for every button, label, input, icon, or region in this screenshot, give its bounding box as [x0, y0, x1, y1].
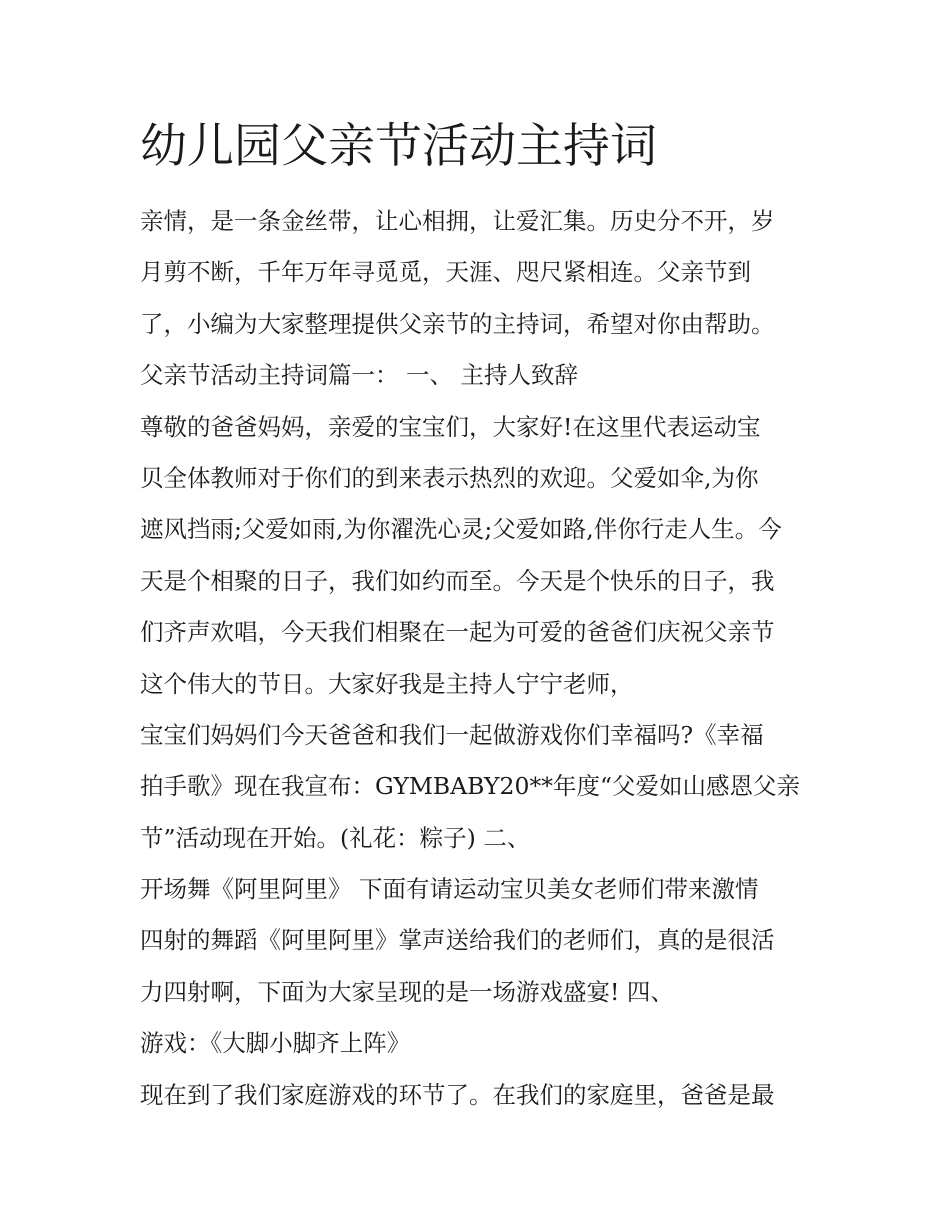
body-line-7: 遮风挡雨;父爱如雨,为你濯洗心灵;父爱如路,伴你行走人生。今	[140, 515, 782, 544]
body-line-10: 这个伟大的节日。大家好我是主持人宁宁老师，	[140, 669, 634, 698]
document-title: 幼儿园父亲节活动主持词	[140, 119, 657, 174]
body-line-13: 节”活动现在开始。(礼花：粽子) 二、	[140, 823, 531, 852]
body-line-17: 游戏：《大脚小脚齐上阵》	[140, 1029, 411, 1058]
body-line-9: 们齐声欢唱，今天我们相聚在一起为可爱的爸爸们庆祝父亲节	[140, 618, 775, 647]
body-line-5: 尊敬的爸爸妈妈，亲爱的宝宝们，大家好!在这里代表运动宝	[140, 412, 761, 441]
body-line-8: 天是个相聚的日子，我们如约而至。今天是个快乐的日子，我	[140, 566, 775, 595]
body-line-18: 现在到了我们家庭游戏的环节了。在我们的家庭里，爸爸是最	[140, 1080, 775, 1109]
body-line-11: 宝宝们妈妈们今天爸爸和我们一起做游戏你们幸福吗?《幸福	[140, 720, 764, 749]
body-line-6: 贝全体教师对于你们的到来表示热烈的欢迎。父爱如伞,为你	[140, 463, 759, 492]
body-line-12: 拍手歌》现在我宣布：GYMBABY20**年度“父爱如山感恩父亲	[140, 772, 800, 801]
body-line-16: 力四射啊，下面为大家呈现的是一场游戏盛宴! 四、	[140, 977, 674, 1006]
body-line-2: 月剪不断，千年万年寻觅觅，天涯、咫尺紧相连。父亲节到	[140, 258, 751, 287]
body-line-4: 父亲节活动主持词篇一： 一、 主持人致辞	[140, 361, 578, 390]
document-content	[140, 112, 820, 1121]
body-line-3: 了，小编为大家整理提供父亲节的主持词，希望对你由帮助。	[140, 309, 775, 338]
body-line-14: 开场舞《阿里阿里》 下面有请运动宝贝美女老师们带来激情	[140, 875, 759, 904]
body-line-1: 亲情，是一条金丝带，让心相拥，让爱汇集。历史分不开，岁	[140, 207, 775, 235]
body-line-15: 四射的舞蹈《阿里阿里》掌声送给我们的老师们，真的是很活	[140, 926, 775, 955]
